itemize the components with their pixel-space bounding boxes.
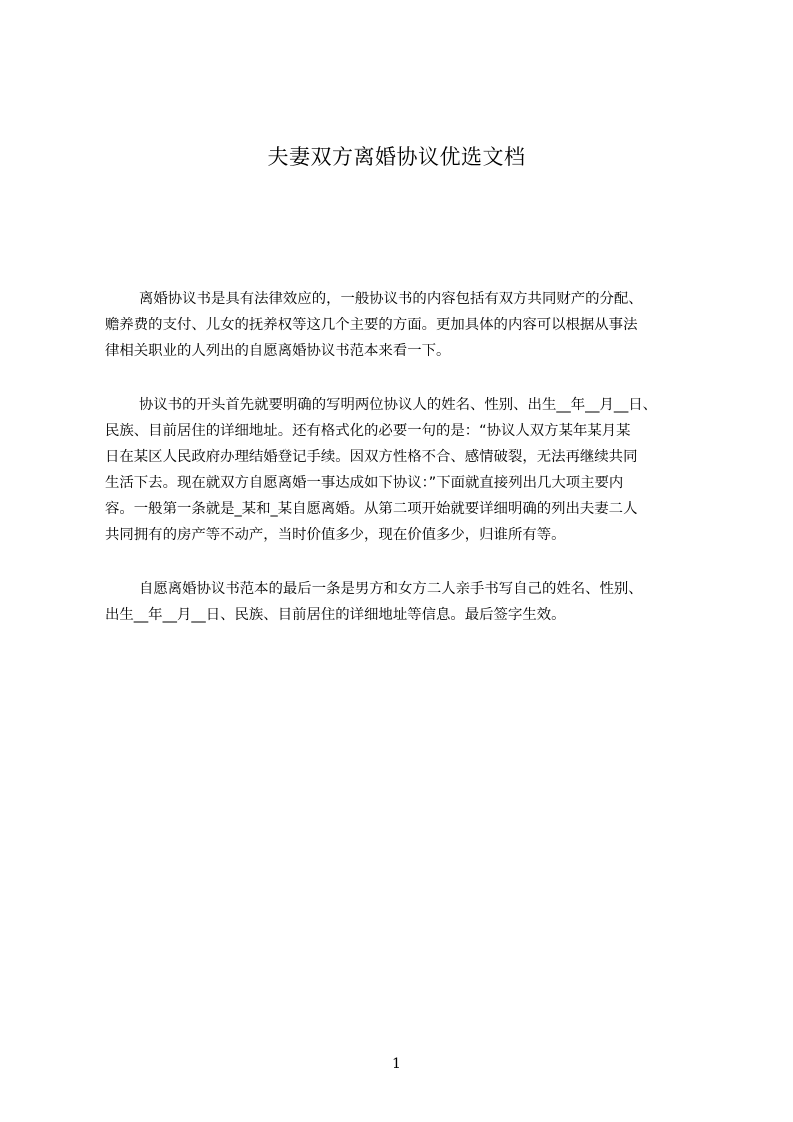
paragraph-line: 自愿离婚协议书范本的最后一条是男方和女方二人亲手书写自己的姓名、性别、 xyxy=(139,581,643,597)
paragraph-3 xyxy=(105,576,705,628)
paragraph-line: 日在某区人民政府办理结婚登记手续。因双方性格不合、感情破裂，无法再继续共同 xyxy=(105,449,638,465)
paragraph-line: 生活下去。现在就双方自愿离婚一事达成如下协议：”下面就直接列出几大项主要内 xyxy=(105,475,624,491)
paragraph-line: 赡养费的支付、儿女的抚养权等这几个主要的方面。更加具体的内容可以根据从事法 xyxy=(105,317,638,333)
paragraph-line: 出生__年__月__日、民族、目前居住的详细地址等信息。最后签字生效。 xyxy=(105,607,566,623)
paragraph-line: 民族、目前居住的详细地址。还有格式化的必要一句的是：“协议人双方某年某月某 xyxy=(105,423,631,439)
paragraph-line: 协议书的开头首先就要明确的写明两位协议人的姓名、性别、出生__年__月__日、 xyxy=(139,397,658,413)
paragraph-1 xyxy=(105,286,705,364)
page-number: 1 xyxy=(392,1056,401,1072)
document-title: 夫妻双方离婚协议优选文档 xyxy=(267,145,526,169)
paragraph-line: 容。一般第一条就是_某和_某自愿离婚。从第二项开始就要详细明确的列出夫妻二人 xyxy=(105,501,638,517)
paragraph-line: 共同拥有的房产等不动产，当时价值多少，现在价值多少，归谁所有等。 xyxy=(105,527,566,543)
paragraph-line: 律相关职业的人列出的自愿离婚协议书范本来看一下。 xyxy=(105,343,451,359)
paragraph-2 xyxy=(105,392,705,548)
paragraph-line: 离婚协议书是具有法律效应的，一般协议书的内容包括有双方共同财产的分配、 xyxy=(139,291,643,307)
